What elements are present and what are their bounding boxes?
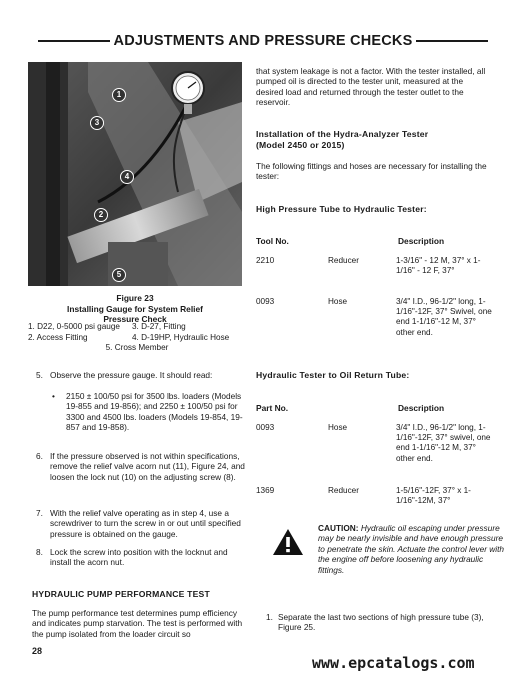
warning-triangle-icon — [272, 528, 304, 556]
page-number: 28 — [32, 646, 43, 656]
caution-label: CAUTION: — [318, 523, 359, 533]
photo-illustration — [28, 62, 242, 286]
figure-legend — [22, 322, 252, 354]
return-tube-heading: Hydraulic Tester to Oil Return Tube: — [256, 370, 410, 380]
install-heading-line2: (Model 2450 or 2015) — [256, 140, 345, 150]
callout-5: 5 — [112, 268, 126, 282]
figure-title-line1: Installing Gauge for System Relief — [67, 303, 203, 314]
figure-title-line2: Pressure Check — [103, 314, 167, 324]
step-7-text: With the relief valve operating as in step 4, use a screwdriver to turn the screw in or out until specified pressure is obtained on the gauge. — [50, 508, 241, 539]
table1-header-description: Description — [398, 236, 445, 246]
watermark: www.epcatalogs.com — [312, 654, 475, 672]
page-header — [38, 33, 488, 49]
table2-row1-description: 3/4" I.D., 96-1/2" long, 1-1/16"-12F, 37° swivel, one end 1-1/16"-12 M, 37° other end. — [396, 423, 491, 463]
header-rule-right — [416, 40, 488, 42]
install-text: The following fittings and hoses are necessary for installing the tester: — [256, 161, 487, 182]
figure-caption — [22, 293, 248, 325]
legend-item-2: 2. Access Fitting — [28, 332, 88, 342]
table1-row2-number: 0093 — [256, 297, 275, 306]
hp-tube-heading: High Pressure Tube to Hydraulic Tester: — [256, 204, 427, 214]
pump-test-heading: HYDRAULIC PUMP PERFORMANCE TEST — [32, 589, 210, 599]
tester-step-1-text: Separate the last two sections of high pressure tube (3), Figure 25. — [278, 612, 484, 633]
table2-header-description: Description — [398, 403, 445, 413]
legend-item-5: 5. Cross Member — [105, 343, 169, 352]
callout-2: 2 — [94, 208, 108, 222]
table1-row1-name: Reducer — [328, 256, 359, 265]
pressure-spec-text: 2150 ± 100/50 psi for 3500 lbs. loaders (Models 19-855 and 19-856); and 2250 ± 100/50 psi for 3300 and 4500 lbs. loaders (Models 19-854, 19-857 and 19-858). — [66, 391, 243, 433]
tester-step-1-number: 1. — [266, 612, 273, 622]
header-rule-left — [38, 40, 110, 42]
callout-4: 4 — [120, 170, 134, 184]
table1-row2-name: Hose — [328, 297, 348, 306]
caution-text: Hydraulic oil escaping under pressure may be nearly invisible and have enough pressure to penetrate the skin. Actuate the control lever with the engine off before loosening any hydraulic fittings. — [318, 523, 505, 575]
table2-row2-name: Reducer — [328, 486, 359, 495]
table1-row1-description: 1-3/16" - 12 M, 37° x 1-1/16" - 12 F, 37° — [396, 256, 481, 276]
figure-number: Figure 23 — [116, 293, 154, 303]
callout-3: 3 — [90, 116, 104, 130]
step-6-text: If the pressure observed is not within specifications, remove the relief valve acorn nut (11), Figure 24, and loosen the lock nut (10) on the adjusting screw (8). — [50, 451, 245, 482]
step-7-number: 7. — [36, 508, 43, 518]
table1-row2-description: 3/4" I.D., 96-1/2" long, 1-1/16"-12F, 37° Swivel, one end 1-1/16"-12 M, 37° other end. — [396, 297, 492, 337]
table2-row2-description: 1-5/16"-12F, 37° x 1-1/16"-12M, 37° — [396, 486, 471, 506]
table2-row1-number: 0093 — [256, 423, 275, 432]
legend-item-1: 1. D22, 0-5000 psi gauge — [28, 322, 120, 331]
table1-row1-number: 2210 — [256, 256, 275, 265]
table1-header-tool: Tool No. — [256, 236, 289, 246]
page-title: ADJUSTMENTS AND PRESSURE CHECKS — [113, 33, 413, 49]
legend-item-4: 4. D-19HP, Hydraulic Hose — [132, 332, 230, 342]
step-5-number: 5. — [36, 370, 43, 380]
figure-photo — [28, 62, 242, 286]
caution-note — [318, 523, 508, 575]
step-8-number: 8. — [36, 547, 43, 557]
callout-1: 1 — [112, 88, 126, 102]
legend-item-3: 3. D-27, Fitting — [132, 322, 186, 331]
table2-header-part: Part No. — [256, 403, 289, 413]
intro-paragraph: that system leakage is not a factor. With the tester installed, all pumped oil is directed to the tester unit, measured at the desired load and returned through the tester outlet to the reservoir. — [256, 66, 486, 108]
step-8-text: Lock the screw into position with the locknut and install the acorn nut. — [50, 547, 228, 568]
install-heading-line1: Installation of the Hydra-Analyzer Tester — [256, 129, 429, 139]
table2-row1-name: Hose — [328, 423, 348, 432]
table2-row2-number: 1369 — [256, 486, 275, 495]
bullet-icon: • — [52, 391, 55, 401]
pump-test-text: The pump performance test determines pump efficiency and indicates pump starvation. The test is performed with the pump isolated from the loader circuit so — [32, 608, 243, 639]
step-6-number: 6. — [36, 451, 43, 461]
step-5-text: Observe the pressure gauge. It should read: — [50, 370, 213, 380]
